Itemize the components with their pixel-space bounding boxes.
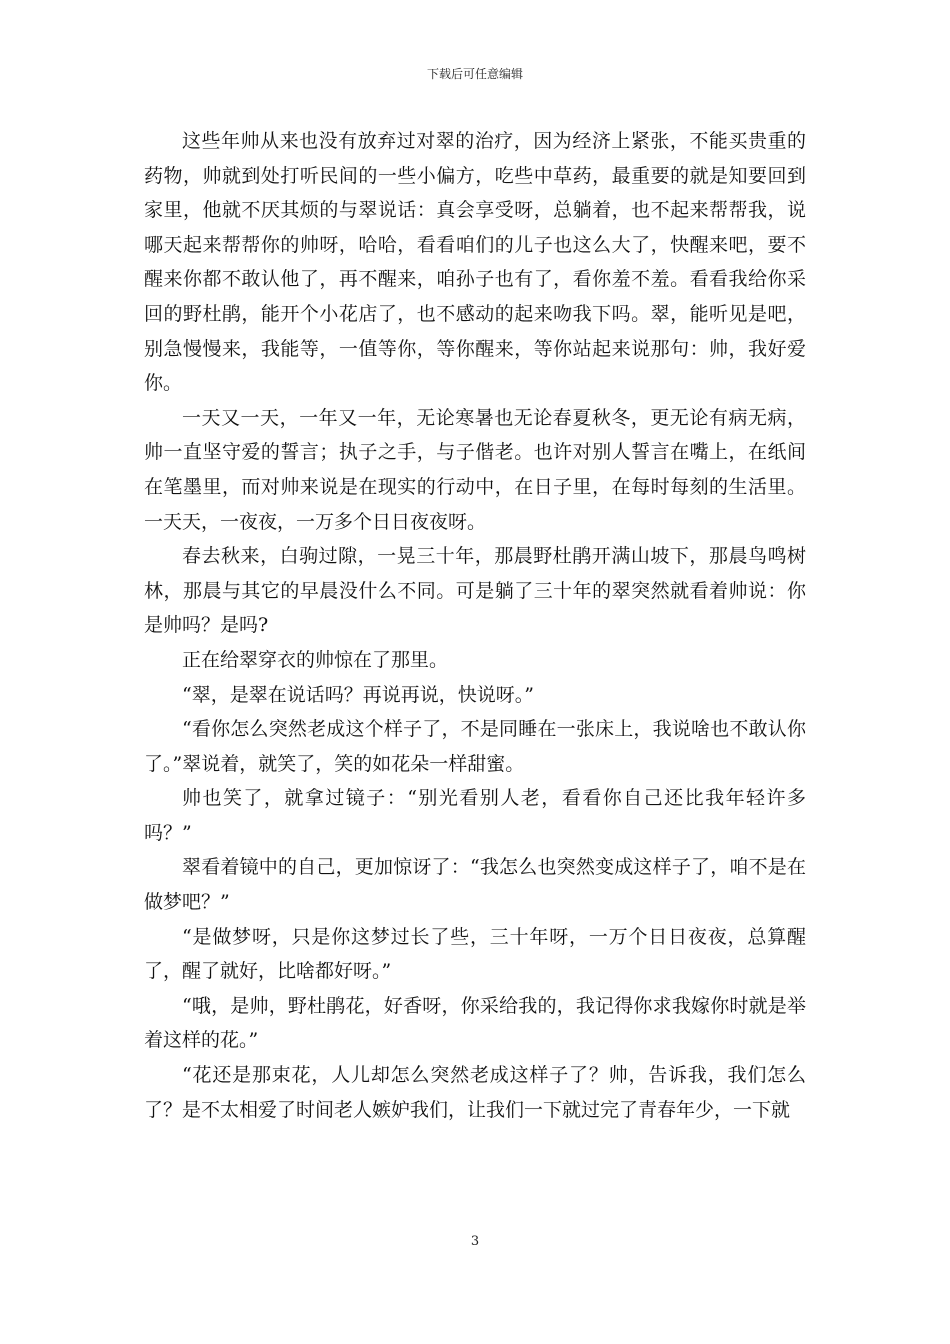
paragraph: “哦，是帅，野杜鹃花，好香呀，你采给我的，我记得你求我嫁你时就是举着这样的花。” [144, 994, 806, 1052]
document-body [144, 124, 806, 1127]
paragraph: “是做梦呀，只是你这梦过长了些，三十年呀，一万个日日夜夜，总算醒了，醒了就好，比啥都好呀。” [144, 925, 806, 983]
paragraph: “花还是那束花，人儿却怎么突然老成这样子了？帅，告诉我，我们怎么了？是不太相爱了时间老人嫉妒我们，让我们一下就过完了青春年少，一下就 [144, 1064, 806, 1121]
paragraph: “看你怎么突然老成这个样子了，不是同睡在一张床上，我说啥也不敢认你了。”翠说着，就笑了，笑的如花朵一样甜蜜。 [144, 718, 806, 775]
paragraph: 这些年帅从来也没有放弃过对翠的治疗，因为经济上紧张，不能买贵重的药物，帅就到处打听民间的一些小偏方，吃些中草药，最重要的就是知要回到家里，他就不厌其烦的与翠说话：真会享受呀，总躺着，也不起来帮帮我，说哪天起来帮帮你的帅呀，哈哈，看看咱们的儿子也这么大了，快醒来吧，要不醒来你都不敢认他了，再不醒来，咱孙子也有了，看你羞不羞。看看我给你采回的野杜鹃，能开个小花店了，也不感动的起来吻我下吗。翠，能听见是吧，别急慢慢来，我能等，一值等你，等你醒来，等你站起来说那句：帅，我好爱你。 [144, 130, 806, 395]
paragraph: 帅也笑了，就拿过镜子：“别光看别人老，看看你自己还比我年轻许多吗？” [144, 787, 806, 844]
page-header: 下载后可任意编辑 [426, 67, 523, 81]
paragraph: 正在给翠穿衣的帅惊在了那里。 [182, 648, 449, 671]
paragraph: 春去秋来，白驹过隙，一晃三十年，那晨野杜鹃开满山坡下，那晨鸟鸣树林，那晨与其它的早晨没什么不同。可是躺了三十年的翠突然就看着帅说：你是帅吗？是吗? [144, 545, 806, 637]
paragraph: 翠看着镜中的自己，更加惊讶了：“我怎么也突然变成这样子了，咱不是在做梦吧？” [144, 856, 806, 914]
paragraph: “翠，是翠在说话吗？再说再说，快说呀。” [182, 683, 534, 706]
page-number: 3 [470, 1234, 480, 1249]
paragraph: 一天又一天，一年又一年，无论寒暑也无论春夏秋冬，更无论有病无病，帅一直坚守爱的誓言；执子之手，与子偕老。也许对别人誓言在嘴上，在纸间在笔墨里，而对帅来说是在现实的行动中，在日子里，在每时每刻的生活里。一天天，一夜夜，一万多个日日夜夜呀。 [144, 406, 806, 533]
